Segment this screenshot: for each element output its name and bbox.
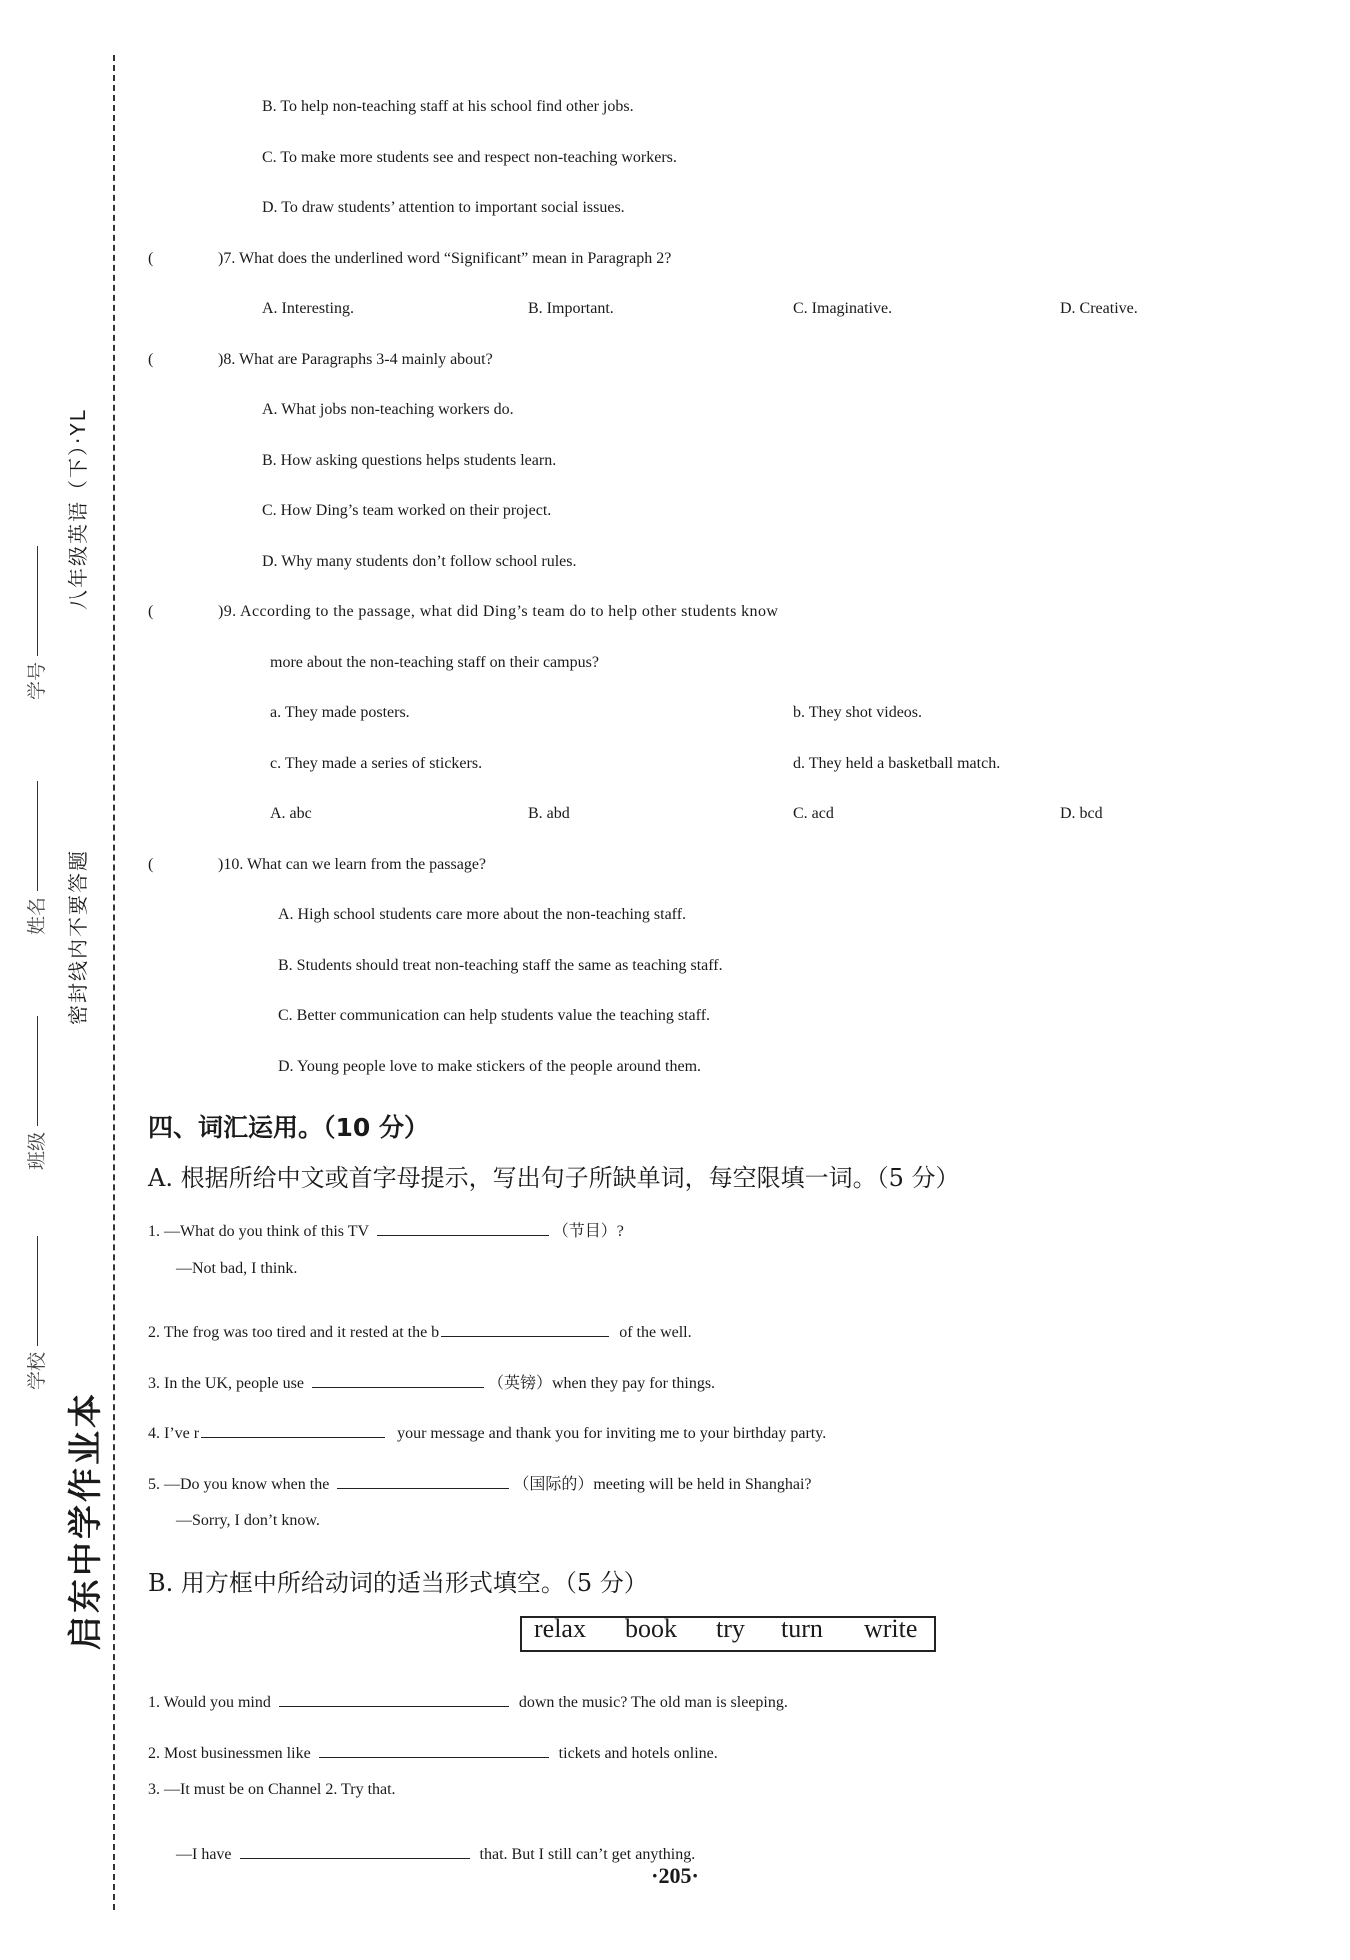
b1-prefix: 1. Would you mind [148,1694,271,1711]
b2-line [148,1731,718,1763]
q8-option-b: B. How asking questions helps students learn. [262,452,557,469]
a3-prefix: 3. In the UK, people use [148,1375,304,1392]
q9-option-d: D. bcd [1060,805,1103,822]
verb-try: try [716,1614,745,1643]
school-title: 启东中学作业本 [66,1391,106,1650]
a2-line [148,1310,692,1342]
a2-suffix: of the well. [619,1324,692,1341]
q8-option-a: A. What jobs non-teaching workers do. [262,401,514,418]
q10-option-c: C. Better communication can help students value the teaching staff. [278,1007,711,1024]
q10-option-a: A. High school students care more about the non-teaching staff. [278,906,687,923]
q8-option-d: D. Why many students don’t follow school rules. [262,553,577,570]
q6-option-c: C. To make more students see and respect non-teaching workers. [262,149,677,166]
a3-suffix: （英镑）when they pay for things. [487,1375,716,1392]
b3-blank[interactable] [240,1832,470,1859]
section4-title: 四、词汇运用。（10 分） [148,1113,429,1142]
b3-line2 [176,1832,695,1864]
school-field-label: 学校 [26,1351,48,1390]
a5-reply: —Sorry, I don’t know. [176,1512,320,1529]
b1-blank[interactable] [279,1680,509,1707]
name-field[interactable] [22,781,49,935]
q9-option-c: C. acd [793,805,834,822]
q9-option-b: B. abd [528,805,570,822]
a4-prefix: 4. I’ve r [148,1425,200,1442]
a5-suffix: （国际的）meeting will be held in Shanghai? [513,1476,812,1493]
a2-prefix: 2. The frog was too tired and it rested at the b [148,1324,440,1341]
q9-statement-c: c. They made a series of stickers. [270,755,483,772]
verb-book: book [625,1614,677,1643]
number-field-label: 学号 [26,661,48,700]
a1-suffix: （节目）? [552,1223,624,1240]
a4-line [148,1411,826,1443]
q8-option-c: C. How Ding’s team worked on their project. [262,502,552,519]
seal-note: 密封线内不要答题 [66,849,90,1025]
b2-blank[interactable] [319,1731,549,1758]
a1-line [148,1209,624,1241]
q10-option-b: B. Students should treat non-teaching staff the same as teaching staff. [278,957,723,974]
a2-blank[interactable] [441,1310,609,1337]
q10-stem: )10. What can we learn from the passage? [218,856,487,873]
seal-line [113,55,115,1910]
q9-answer-paren[interactable]: ( [148,603,154,620]
q7-option-d: D. Creative. [1060,300,1138,317]
number-field-blank[interactable] [37,546,38,656]
verb-write: write [864,1614,918,1643]
q7-stem: )7. What does the underlined word “Significant” mean in Paragraph 2? [218,250,672,267]
binding-strip [0,0,110,1960]
a4-suffix: your message and thank you for inviting me to your birthday party. [397,1425,827,1442]
partB-title: B. 用方框中所给动词的适当形式填空。（5 分） [148,1569,648,1597]
b2-prefix: 2. Most businessmen like [148,1745,311,1762]
q7-option-c: C. Imaginative. [793,300,893,317]
q7-answer-paren[interactable]: ( [148,250,154,267]
a3-blank[interactable] [312,1361,484,1388]
b1-suffix: down the music? The old man is sleeping. [518,1694,788,1711]
q6-option-d: D. To draw students’ attention to important social issues. [262,199,625,216]
a1-reply: —Not bad, I think. [176,1260,298,1277]
q9-statement-a: a. They made posters. [270,704,410,721]
q10-answer-paren[interactable]: ( [148,856,154,873]
a5-prefix: 5. —Do you know when the [148,1476,330,1493]
q7-option-b: B. Important. [528,300,614,317]
q7-option-a: A. Interesting. [262,300,354,317]
number-field[interactable] [22,546,49,700]
a4-blank[interactable] [201,1411,385,1438]
page-number: ·205· [651,1863,699,1888]
class-field[interactable] [22,1016,49,1170]
class-field-label: 班级 [26,1131,48,1170]
class-field-blank[interactable] [37,1016,38,1126]
q9-statement-d: d. They held a basketball match. [793,755,1001,772]
q9-option-a: A. abc [270,805,312,822]
q10-option-d: D. Young people love to make stickers of the people around them. [278,1058,702,1075]
name-field-blank[interactable] [37,781,38,891]
school-field-blank[interactable] [37,1236,38,1346]
b3-prefix: —I have [176,1846,232,1863]
q9-stem-line1: )9. According to the passage, what did Ding’s team do to help other students know [218,603,779,620]
partA-title: A. 根据所给中文或首字母提示，写出句子所缺单词，每空限填一词。（5 分） [148,1164,960,1192]
q9-statement-b: b. They shot videos. [793,704,923,721]
book-label: 八年级英语（下）·YL [66,408,90,610]
b1-line [148,1680,788,1712]
q8-answer-paren[interactable]: ( [148,351,154,368]
q8-stem: )8. What are Paragraphs 3-4 mainly about? [218,351,493,368]
a5-line [148,1462,812,1494]
verb-relax: relax [534,1614,586,1643]
q6-option-b: B. To help non-teaching staff at his school find other jobs. [262,98,634,115]
b2-suffix: tickets and hotels online. [558,1745,718,1762]
a5-blank[interactable] [337,1462,509,1489]
verb-turn: turn [781,1614,823,1643]
a1-prefix: 1. —What do you think of this TV [148,1223,369,1240]
a3-line [148,1361,715,1393]
q9-stem-line2: more about the non-teaching staff on their campus? [270,654,599,671]
b3-line1: 3. —It must be on Channel 2. Try that. [148,1781,396,1798]
name-field-label: 姓名 [26,896,48,935]
school-field[interactable] [22,1236,49,1390]
b3-suffix: that. But I still can’t get anything. [479,1846,696,1863]
a1-blank[interactable] [377,1209,549,1236]
